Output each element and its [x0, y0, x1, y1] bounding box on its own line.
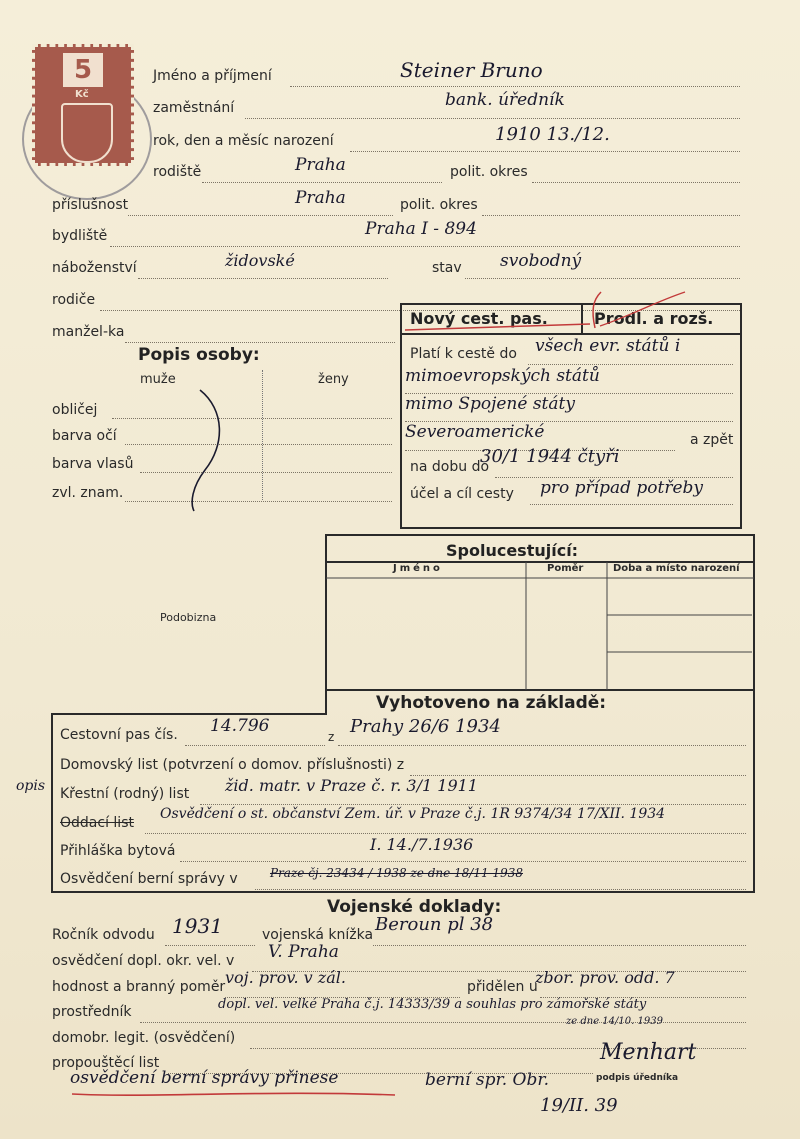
valid-line-2: mimoevropských států	[405, 366, 600, 386]
supp-value: V. Praha	[268, 942, 339, 962]
status-label: stav	[432, 260, 462, 276]
birthplace-value: Praha	[295, 155, 346, 175]
stamp-value: 5	[63, 53, 103, 87]
duration-label: na dobu do	[410, 459, 490, 475]
desc-row-eyes: barva očí	[52, 428, 117, 444]
baptism-label: Křestní (rodný) list	[60, 786, 190, 802]
companion-col-name: Jméno	[393, 563, 443, 574]
bottom-date: 19/II. 39	[540, 1095, 618, 1116]
status-value: svobodný	[500, 251, 582, 271]
stamp-unit: Kč	[75, 89, 89, 100]
extension-label: Prodl. a rozš.	[594, 309, 714, 328]
residence-value: Praha I - 894	[365, 219, 477, 239]
tax-label: Osvědčení berní správy v	[60, 871, 238, 887]
assigned-value: zbor. prov. odd. 7	[535, 968, 675, 987]
occupation-label: zaměstnání	[153, 100, 235, 116]
purpose-label: účel a cíl cesty	[410, 486, 514, 502]
rank-label: hodnost a branný poměr	[52, 979, 226, 995]
year-value: 1931	[172, 914, 223, 938]
companion-col-birth: Doba a místo narození	[613, 563, 740, 574]
name-value: Steiner Bruno	[400, 58, 543, 82]
description-title: Popis osoby:	[138, 345, 260, 365]
new-pass-label: Nový cest. pas.	[410, 309, 548, 328]
issued-title: Vyhotoveno na základě:	[376, 693, 607, 713]
assigned-label: přidělen u	[467, 979, 538, 995]
intermediary-value: dopl. vel. velké Praha č.j. 14333/39 a souhlas pro zámořské státy	[218, 997, 647, 1012]
passport-no-label: Cestovní pas čís.	[60, 727, 178, 743]
col-female-label: ženy	[318, 372, 349, 387]
birthplace-label: rodiště	[153, 164, 202, 180]
bottom-note-2: berní spr. Obr.	[425, 1070, 550, 1090]
citizenship-value: Praha	[295, 188, 346, 208]
housing-value: I. 14./7.1936	[370, 835, 474, 854]
rank-value: voj. prov. v zál.	[225, 968, 346, 987]
year-label: Ročník odvodu	[52, 927, 155, 943]
book-label: vojenská knížka	[262, 927, 374, 943]
desc-row-hair: barva vlasů	[52, 456, 134, 472]
duration-value: 30/1 1944 čtyři	[480, 446, 620, 467]
citizenship-label: příslušnost	[52, 197, 129, 213]
release-label: propouštěcí list	[52, 1055, 160, 1071]
tax-value: Praze čj. 23434 / 1938 ze dne 18/11 1938	[270, 866, 523, 880]
religion-label: náboženství	[52, 260, 137, 276]
legion-label: domobr. legit. (osvědčení)	[52, 1030, 236, 1046]
intermediary-label: prostředník	[52, 1004, 132, 1020]
desc-row-marks: zvl. znam.	[52, 485, 124, 501]
marriage-value: Osvědčení o st. občanství Zem. úř. v Praze č.j. 1R 9374/34 17/XII. 1934	[160, 806, 666, 822]
name-label: Jméno a příjmení	[153, 68, 272, 84]
bottom-note-1: osvědčení berní správy přinese	[70, 1068, 339, 1088]
polit-okres-label-2: polit. okres	[400, 197, 478, 213]
desc-row-face: obličej	[52, 402, 98, 418]
birth-label: rok, den a měsíc narození	[153, 133, 334, 149]
marriage-label: Oddací list	[60, 815, 134, 831]
red-underline	[70, 1088, 400, 1100]
occupation-value: bank. úředník	[445, 90, 565, 110]
book-value: Beroun pl 38	[375, 914, 494, 935]
purpose-value: pro případ potřeby	[540, 478, 704, 498]
companion-col-relation: Poměr	[547, 563, 584, 574]
passport-from-value: Prahy 26/6 1934	[350, 716, 501, 737]
polit-okres-label-1: polit. okres	[450, 164, 528, 180]
companions-title: Spolucestující:	[446, 541, 579, 560]
domicile-label: Domovský list (potvrzení o domov. příslušnosti) z	[60, 757, 405, 773]
col-male-label: muže	[140, 372, 176, 387]
intermediary-sub: ze dne 14/10. 1939	[566, 1016, 663, 1027]
baptism-value: žid. matr. v Praze č. r. 3/1 1911	[225, 776, 478, 795]
return-label: a zpět	[690, 432, 734, 448]
valid-line-3: mimo Spojené státy	[405, 394, 575, 414]
supp-label: osvědčení dopl. okr. vel. v	[52, 953, 235, 969]
birth-value: 1910 13./12.	[495, 124, 610, 145]
housing-label: Přihláška bytová	[60, 843, 176, 859]
residence-label: bydliště	[52, 228, 108, 244]
official-signature: Menhart	[600, 1040, 697, 1065]
passport-from-z: z	[328, 730, 335, 744]
spouse-label: manžel-ka	[52, 324, 125, 340]
valid-line-1: všech evr. států i	[535, 336, 681, 356]
signature-label: podpis úředníka	[596, 1073, 679, 1083]
valid-line-4: Severoamerické	[405, 422, 545, 442]
valid-label: Platí k cestě do	[410, 346, 517, 362]
photo-label: Podobizna	[160, 611, 217, 624]
passport-no-value: 14.796	[210, 716, 270, 736]
margin-note: opis	[16, 778, 46, 794]
religion-value: židovské	[225, 251, 295, 270]
parents-label: rodiče	[52, 292, 96, 308]
military-title: Vojenské doklady:	[327, 897, 502, 917]
